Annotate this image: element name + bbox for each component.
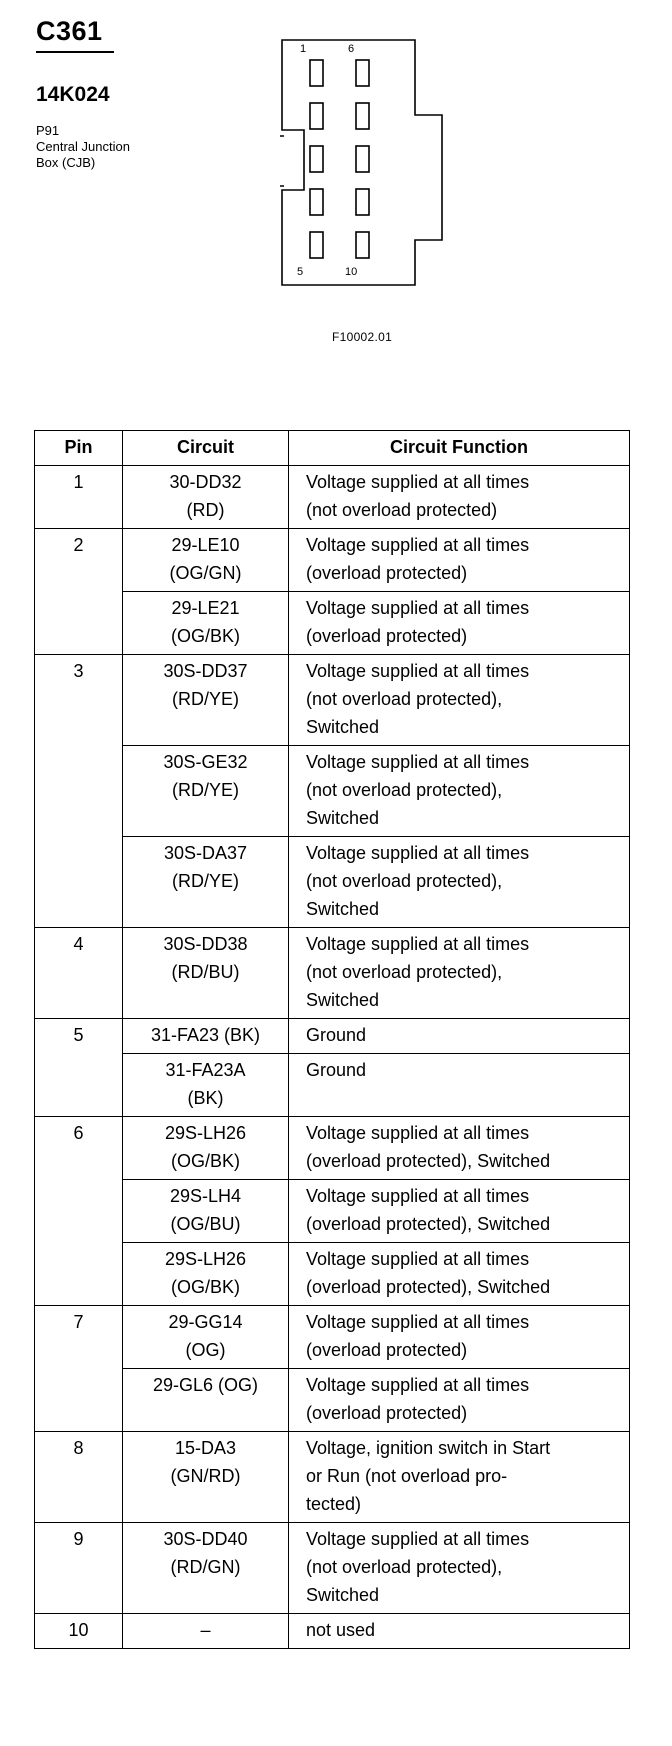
circuit-function-cell	[289, 1054, 630, 1117]
pin-label-5: 5	[297, 266, 304, 278]
table-row	[35, 928, 630, 1019]
circuit-function-cell	[289, 1117, 630, 1180]
circuit-cell	[123, 592, 289, 655]
figure-label: F10002.01	[332, 330, 393, 344]
pin-number: 2	[35, 529, 123, 655]
table-row	[35, 837, 630, 928]
circuit-cell	[123, 1019, 289, 1054]
circuit-function-text: (overload protected)	[306, 626, 468, 646]
connector-id-underline	[36, 51, 114, 53]
circuit-function-cell	[289, 529, 630, 592]
circuit-text: 29-LE21	[171, 598, 240, 618]
circuit-function-text: Voltage supplied at all times	[306, 1123, 530, 1143]
circuit-cell	[123, 466, 289, 529]
circuit-text: (RD/YE)	[172, 689, 239, 709]
circuit-function-text: (overload protected), Switched	[306, 1151, 551, 1171]
circuit-function-cell	[289, 1019, 630, 1054]
circuit-text: (BK)	[187, 1088, 224, 1108]
circuit-text: 30S-DD37	[163, 661, 248, 681]
pin-label-10: 10	[345, 266, 358, 278]
pin-cavity	[310, 146, 323, 172]
circuit-function-cell	[289, 746, 630, 837]
circuit-function-text: Switched	[306, 808, 380, 828]
circuit-text: 29S-LH4	[169, 1186, 242, 1206]
pin-cavity	[310, 189, 323, 215]
circuit-function-text: Voltage supplied at all times	[306, 1375, 530, 1395]
circuit-cell	[123, 746, 289, 837]
circuit-function-cell	[289, 592, 630, 655]
circuit-function-text: Voltage supplied at all times	[306, 1249, 530, 1269]
connector-outline	[280, 38, 470, 328]
pin-cavity	[310, 232, 323, 258]
table-row	[35, 529, 630, 592]
circuit-function-cell	[289, 1243, 630, 1306]
connector-description	[36, 123, 130, 171]
table-row	[35, 1369, 630, 1432]
circuit-text: 30S-DA37	[163, 843, 248, 863]
circuit-function-cell	[289, 1369, 630, 1432]
circuit-text: 30S-DD40	[163, 1529, 248, 1549]
circuit-text: 29S-LH26	[164, 1123, 247, 1143]
pin-number: 10	[35, 1614, 123, 1649]
circuit-text: (RD/GN)	[170, 1557, 241, 1577]
circuit-text: (OG/GN)	[169, 563, 242, 583]
circuit-function-cell	[289, 655, 630, 746]
table-row	[35, 466, 630, 529]
circuit-text: 31-FA23 (BK)	[150, 1025, 261, 1045]
table-row	[35, 746, 630, 837]
pin-table-body	[35, 466, 630, 1649]
table-row	[35, 1180, 630, 1243]
pin-label-1: 1	[300, 43, 307, 55]
connector-id: C361	[36, 16, 103, 46]
circuit-function-cell	[289, 466, 630, 529]
circuit-function-cell	[289, 1306, 630, 1369]
circuit-text: (OG/BK)	[170, 626, 240, 646]
header-pin: Pin	[35, 431, 123, 466]
circuit-function-text: Voltage supplied at all times	[306, 934, 530, 954]
table-row	[35, 1019, 630, 1054]
description-line: Central Junction	[36, 139, 130, 154]
circuit-function-text: Voltage supplied at all times	[306, 661, 530, 681]
connector-housing	[282, 40, 442, 285]
circuit-cell	[123, 529, 289, 592]
circuit-text: (OG/BK)	[170, 1277, 240, 1297]
circuit-function-text: (overload protected)	[306, 563, 468, 583]
circuit-cell	[123, 1054, 289, 1117]
table-row	[35, 1614, 630, 1649]
table-header-row	[35, 431, 630, 466]
circuit-function-cell	[289, 928, 630, 1019]
circuit-text: (RD/YE)	[172, 871, 239, 891]
circuit-text: 30S-GE32	[163, 752, 248, 772]
circuit-text: 15-DA3	[174, 1438, 237, 1458]
pin-number: 7	[35, 1306, 123, 1432]
pin-table	[34, 430, 630, 1649]
circuit-function-text: Voltage supplied at all times	[306, 1312, 530, 1332]
circuit-function-text: not used	[306, 1620, 376, 1640]
circuit-text: 29-GG14	[168, 1312, 243, 1332]
table-row	[35, 1117, 630, 1180]
circuit-cell	[123, 655, 289, 746]
circuit-function-cell	[289, 1523, 630, 1614]
pin-number: 4	[35, 928, 123, 1019]
pin-cavity	[356, 189, 369, 215]
circuit-function-cell	[289, 1614, 630, 1649]
circuit-function-text: (not overload protected),	[306, 871, 503, 891]
circuit-function-cell	[289, 1432, 630, 1523]
table-row	[35, 655, 630, 746]
circuit-text: –	[200, 1620, 211, 1640]
pin-number: 8	[35, 1432, 123, 1523]
description-line: Box (CJB)	[36, 155, 96, 170]
circuit-function-text: Ground	[306, 1060, 367, 1080]
pin-number: 9	[35, 1523, 123, 1614]
circuit-cell	[123, 1523, 289, 1614]
circuit-text: (OG)	[185, 1340, 226, 1360]
circuit-text: 29-LE10	[171, 535, 240, 555]
circuit-function-cell	[289, 837, 630, 928]
circuit-function-text: or Run (not overload pro-	[306, 1466, 508, 1486]
circuit-function-text: Voltage supplied at all times	[306, 535, 530, 555]
circuit-function-text: Switched	[306, 1585, 380, 1605]
circuit-cell	[123, 837, 289, 928]
circuit-text: (OG/BU)	[170, 1214, 241, 1234]
circuit-cell	[123, 1306, 289, 1369]
circuit-function-text: (overload protected), Switched	[306, 1214, 551, 1234]
circuit-cell	[123, 1243, 289, 1306]
circuit-text: (GN/RD)	[170, 1466, 241, 1486]
table-row	[35, 592, 630, 655]
circuit-cell	[123, 1117, 289, 1180]
circuit-function-text: Voltage supplied at all times	[306, 472, 530, 492]
part-number: 14K024	[36, 83, 110, 106]
header-circuit-function: Circuit Function	[289, 431, 630, 466]
circuit-function-text: Switched	[306, 899, 380, 919]
pin-cavity	[356, 60, 369, 86]
table-row	[35, 1432, 630, 1523]
table-row	[35, 1054, 630, 1117]
table-row	[35, 1243, 630, 1306]
connector-header	[36, 16, 130, 171]
circuit-function-text: (not overload protected)	[306, 500, 498, 520]
circuit-function-text: (overload protected), Switched	[306, 1277, 551, 1297]
pin-number: 3	[35, 655, 123, 928]
circuit-text: 29-GL6 (OG)	[152, 1375, 259, 1395]
circuit-cell	[123, 928, 289, 1019]
circuit-cell	[123, 1614, 289, 1649]
connector-face-diagram	[280, 38, 470, 343]
circuit-function-text: (overload protected)	[306, 1403, 468, 1423]
pin-cavity	[356, 232, 369, 258]
circuit-cell	[123, 1369, 289, 1432]
circuit-function-text: (overload protected)	[306, 1340, 468, 1360]
circuit-function-text: Voltage supplied at all times	[306, 843, 530, 863]
table-row	[35, 1306, 630, 1369]
circuit-function-text: Switched	[306, 990, 380, 1010]
pin-cavity	[310, 60, 323, 86]
pin-number: 6	[35, 1117, 123, 1306]
circuit-function-text: Voltage supplied at all times	[306, 752, 530, 772]
circuit-function-text: Voltage supplied at all times	[306, 1186, 530, 1206]
pin-cavity	[310, 103, 323, 129]
pin-label-6: 6	[348, 43, 355, 55]
circuit-function-text: Switched	[306, 717, 380, 737]
description-line: P91	[36, 123, 60, 138]
circuit-function-text: (not overload protected),	[306, 1557, 503, 1577]
circuit-function-text: tected)	[306, 1494, 362, 1514]
pin-cavities	[310, 60, 369, 258]
circuit-cell	[123, 1432, 289, 1523]
circuit-text: 29S-LH26	[164, 1249, 247, 1269]
pin-number: 1	[35, 466, 123, 529]
circuit-text: 30S-DD38	[163, 934, 248, 954]
circuit-function-text: (not overload protected),	[306, 962, 503, 982]
circuit-function-text: Voltage supplied at all times	[306, 1529, 530, 1549]
circuit-text: (OG/BK)	[170, 1151, 240, 1171]
header-circuit: Circuit	[123, 431, 289, 466]
circuit-function-text: Ground	[306, 1025, 367, 1045]
circuit-function-text: (not overload protected),	[306, 689, 503, 709]
circuit-function-text: (not overload protected),	[306, 780, 503, 800]
circuit-text: 30-DD32	[169, 472, 242, 492]
pin-number: 5	[35, 1019, 123, 1117]
circuit-text: (RD/YE)	[172, 780, 239, 800]
pin-cavity	[356, 103, 369, 129]
circuit-function-cell	[289, 1180, 630, 1243]
circuit-function-text: Voltage, ignition switch in Start	[306, 1438, 551, 1458]
pin-cavity	[356, 146, 369, 172]
circuit-text: (RD)	[186, 500, 225, 520]
circuit-text: 31-FA23A	[165, 1060, 246, 1080]
table-row	[35, 1523, 630, 1614]
circuit-text: (RD/BU)	[171, 962, 240, 982]
circuit-function-text: Voltage supplied at all times	[306, 598, 530, 618]
circuit-cell	[123, 1180, 289, 1243]
